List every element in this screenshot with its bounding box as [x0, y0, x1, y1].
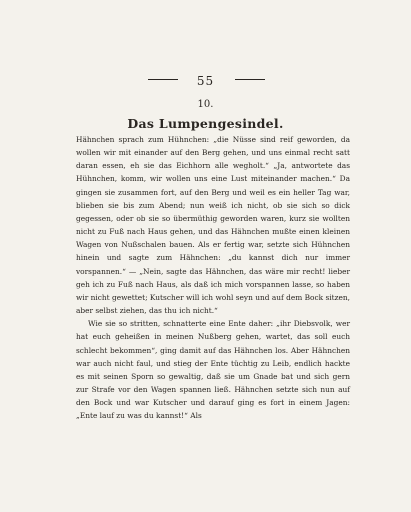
header-rule-right: [235, 79, 265, 80]
page-number: 55: [196, 74, 215, 88]
chapter-title: Das Lumpengesindel.: [127, 116, 284, 131]
body-text: [76, 133, 350, 422]
chapter-number: 10.: [197, 99, 214, 110]
paragraph: Hähnchen sprach zum Hühnchen: „die Nüsse sind reif geworden, da wollen wir mit einander auf den Berg gehen, und uns einmal recht satt daran essen, eh sie das Eichhorn alle wegholt.“ „Ja, antwortete das Hühnchen, komm, wir wollen uns eine Lust miteinander machen.“ Da gingen sie zusammen fort, auf den Berg und weil es ein heller Tag war, blieben sie bis zum Abend; nun weiß ich nicht, ob sie sich so dick gegessen, oder ob sie so übermüthig geworden waren, kurz sie wollten nicht zu Fuß nach Haus gehen, und das Hähnchen mußte einen kleinen Wagen von Nußschalen bauen. Als er fertig war, setzte sich Hühnchen hinein und sagte zum Hähnchen: „du kannst dich nur immer vorspannen.“ — „Nein, sagte das Hähnchen, das wäre mir recht! lieber geh ich zu Fuß nach Haus, als daß ich mich vorspannen lasse, so haben wir nicht gewettet; Kutscher will ich wohl seyn und auf dem Bock sitzen, aber selbst ziehen, das thu ich nicht.“: [76, 135, 350, 316]
paragraph: Wie sie so stritten, schnatterte eine Ente daher: „ihr Diebsvolk, wer hat euch geheißen in meinen Nußberg gehen, wartet, das soll euch schlecht bekommen“, ging damit auf das Hähnchen los. Aber Hähnchen war auch nicht faul, und stieg der Ente tüchtig zu Leib, endlich hackte es mit seinen Sporn so gewaltig, daß sie um Gnade bat und sich gern zur Strafe vor den Wagen spannen ließ. Hähnchen setzte sich nun auf den Bock und war Kutscher und darauf ging es fort in einem Jagen: „Ente lauf zu was du kannst!“ Als: [76, 319, 350, 421]
